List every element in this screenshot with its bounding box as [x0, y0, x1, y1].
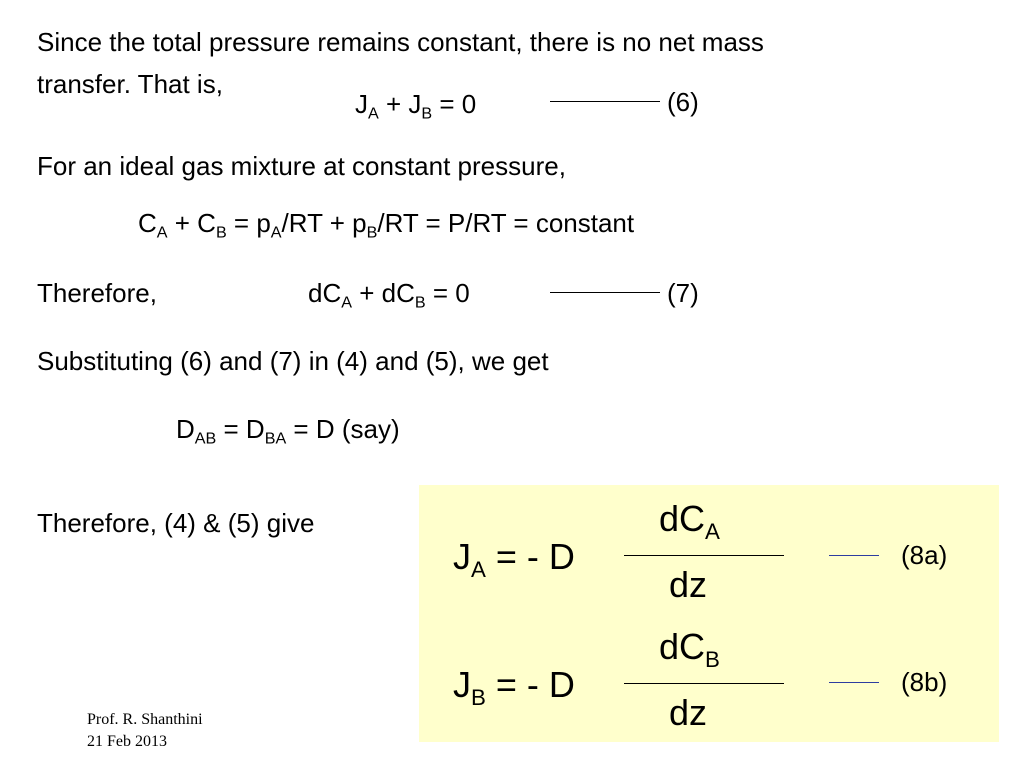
equation-8b-denominator: dz: [669, 692, 708, 733]
therefore-label-1: Therefore,: [37, 278, 157, 308]
intro-line-2: transfer. That is,: [37, 69, 223, 99]
footer-author: Prof. R. Shanthini: [87, 711, 203, 728]
result-highlight-box: [419, 485, 999, 742]
equation-6-leader-line: [550, 101, 660, 102]
equation-8a-lhs: $J_A$ = - D: [453, 536, 575, 582]
intro-line-1: Since the total pressure remains constant, there is no net mass: [37, 27, 764, 57]
equation-6: $J_A + J_B = 0$: [355, 89, 477, 123]
equation-8a-numerator: $dC_A$: [659, 498, 720, 544]
equation-8a-number: (8a): [901, 540, 948, 570]
equation-7: $dC_A + dC_B = 0$: [308, 278, 470, 312]
equation-8a-fraction-bar: [624, 555, 784, 556]
ideal-gas-statement: For an ideal gas mixture at constant pressure,: [37, 151, 566, 181]
footer-date: 21 Feb 2013: [87, 733, 167, 750]
equation-7-number: (7): [667, 278, 699, 308]
equation-8b-number: (8b): [901, 667, 948, 697]
equation-8b-lhs: $J_B$ = - D: [453, 664, 575, 710]
diffusivity-equation: $D_{AB} = D_{BA} = D$ (say): [176, 414, 400, 448]
equation-7-leader-line: [550, 292, 660, 293]
equation-8a-denominator: dz: [669, 564, 708, 605]
equation-8b-fraction-bar: [624, 683, 784, 684]
equation-8b-leader-line: [829, 682, 879, 683]
substitution-statement: Substituting (6) and (7) in (4) and (5), we get: [37, 346, 549, 376]
concentration-equation: $C_A + C_B = p_A/RT + p_B/RT = P/RT$ = constant: [138, 208, 635, 242]
equation-8a-leader-line: [829, 555, 879, 556]
equation-6-number: (6): [667, 87, 699, 117]
therefore-give-label: Therefore, (4) & (5) give: [37, 508, 315, 538]
equation-8b-numerator: $dC_B$: [659, 626, 720, 672]
